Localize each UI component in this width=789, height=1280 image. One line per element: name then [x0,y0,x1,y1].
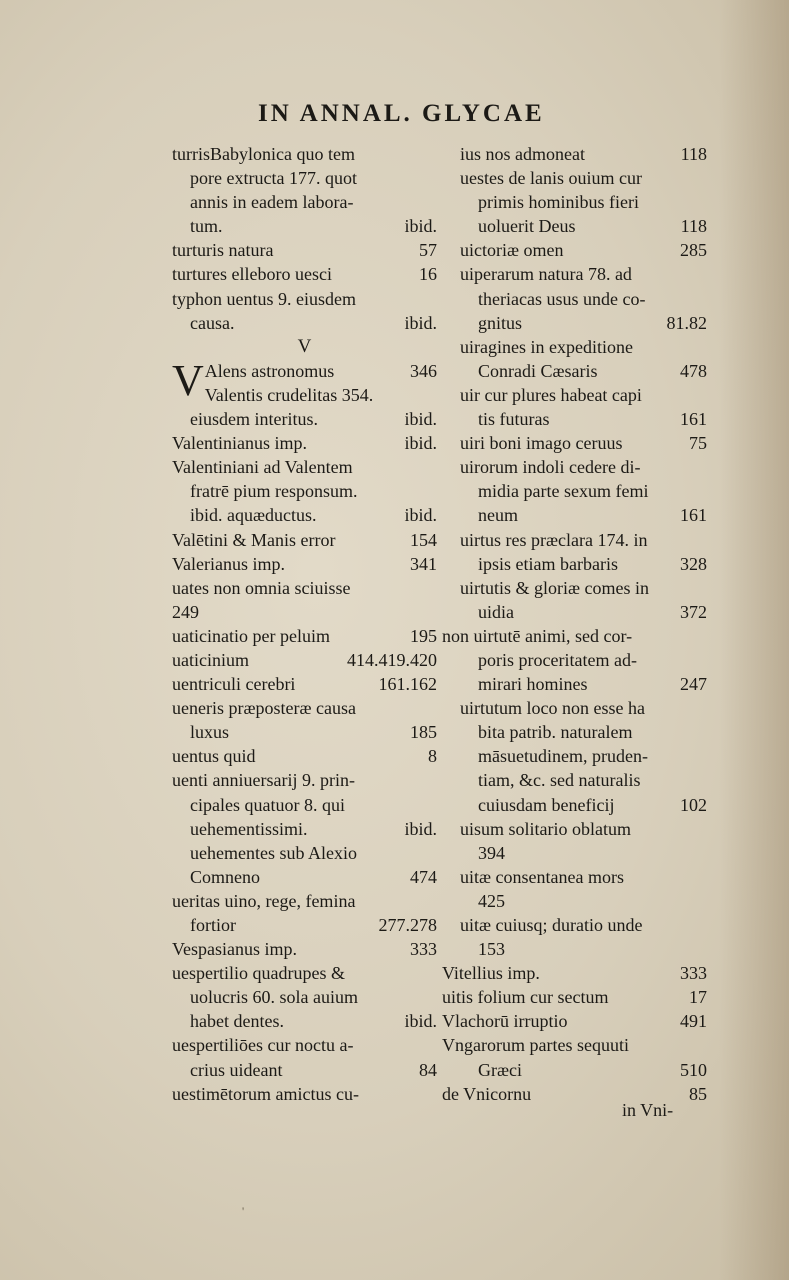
index-entry [172,961,437,985]
index-entry [442,238,707,262]
index-entry [172,552,437,576]
entry-text: theriacas usus unde co- [478,288,646,309]
page-reference: ibid. [404,1011,437,1032]
index-entry [442,503,707,527]
index-entry [172,937,437,961]
entry-text: non uirtutē animi, sed cor- [442,625,633,646]
index-entry [172,744,437,768]
page-reference: 277.278 [378,915,437,935]
entry-text: uoluerit Deus [478,216,576,237]
index-entry [172,190,437,214]
entry-text: tiam, &c. sed naturalis [478,770,641,791]
index-entry [442,479,707,503]
page-reference: 84 [419,1059,437,1080]
index-entry [442,841,707,865]
index-entry [172,913,437,937]
page-reference: 102 [680,794,707,815]
index-entry [172,576,437,600]
page-reference: 85 [689,1083,707,1104]
entry-text: ueneris præposteræ causa [172,698,356,719]
page-reference: 57 [419,240,437,261]
entry-text: crius uideant [190,1059,283,1080]
entry-text: Valentinianus imp. [172,433,307,454]
entry-text: uenti anniuersarij 9. prin- [172,770,355,791]
page-reference: ibid. [404,818,437,839]
entry-text: māsuetudinem, pruden- [478,746,648,767]
index-entry [172,648,437,672]
entry-text: uespertiliōes cur noctu a- [172,1035,354,1056]
entry-text: Vngarorum partes sequuti [442,1035,629,1056]
index-entry [172,479,437,503]
index-entry [442,648,707,672]
index-entry [442,768,707,792]
index-entry [172,817,437,841]
page-reference: ibid. [404,505,437,526]
index-entry [172,287,437,311]
entry-text: uiragines in expeditione [460,336,633,357]
entry-text: uehementes sub Alexio [190,842,357,863]
page-mark: ' [242,1204,245,1218]
page-reference: 161 [680,505,707,526]
index-entry [172,624,437,648]
index-entry [172,503,437,527]
index-entry [442,696,707,720]
index-entry [442,287,707,311]
page-reference: 414.419.420 [347,649,437,670]
index-entry [442,214,707,238]
page-reference: ibid. [404,433,437,454]
index-entry [172,407,437,431]
entry-text: ius nos admoneat [460,144,585,164]
page-reference: 478 [680,360,707,381]
index-entry [172,166,437,190]
index-entry [442,913,707,937]
index-entry [172,889,437,913]
index-entry [172,1058,437,1082]
index-entry [442,624,707,648]
entry-text: turtures elleboro uesci [172,264,332,285]
page-reference: ibid. [404,409,437,430]
entry-text: Alens astronomus [204,360,335,381]
page-reference: 17 [689,987,707,1008]
section-letter [172,335,437,359]
index-entry [442,166,707,190]
entry-text: 394 [478,842,505,863]
entry-text: luxus [190,722,230,743]
entry-text: pore extructa 177. quot [190,168,357,189]
page-reference: 491 [680,1011,707,1032]
page-reference: 333 [410,939,437,960]
left-index-column [172,142,437,1106]
entry-text: ibid. aquæductus. [190,505,317,526]
index-entry [442,1058,707,1082]
entry-text: uehementissimi. [190,818,308,839]
entry-text: turturis natura [172,240,274,261]
entry-text: eiusdem interitus. [190,409,318,430]
entry-text: uespertilio quadrupes & [172,963,345,984]
index-entry [442,817,707,841]
index-entry [172,793,437,817]
page-reference: 16 [419,264,437,285]
index-entry [442,455,707,479]
page-reference: 474 [410,866,437,887]
index-entry [442,383,707,407]
page-reference: 118 [680,216,707,237]
index-entry [442,672,707,696]
page-reference: 154 [410,529,437,550]
entry-text: Valerianus imp. [172,553,285,574]
entry-text: V [297,335,312,357]
index-entry [172,1082,437,1106]
entry-text: fortior [190,915,236,935]
index-entry [442,552,707,576]
index-entry [442,576,707,600]
index-entry [172,1033,437,1057]
entry-text: primis hominibus fieri [478,192,639,213]
page-reference: 8 [428,746,437,767]
entry-text: uirtus res præclara 174. in [460,529,648,550]
entry-text: uolucris 60. sola auium [190,987,358,1008]
entry-text: Vitellius imp. [442,963,540,984]
index-entry [442,793,707,817]
page-reference: 328 [680,553,707,574]
page-reference: ibid. [404,312,437,333]
entry-text: uaticinium [172,649,249,670]
entry-text: habet dentes. [190,1011,284,1032]
index-entry [442,142,707,166]
page-reference: 341 [410,553,437,574]
entry-text: tum. [190,216,223,237]
entry-text: typhon uentus 9. eiusdem [172,288,356,309]
page-reference: 372 [680,601,707,622]
index-entry [442,335,707,359]
entry-text: gnitus [478,312,523,333]
index-entry [172,600,437,624]
entry-text: uentriculi cerebri [172,674,296,695]
index-entry [442,1009,707,1033]
index-entry [442,407,707,431]
entry-text: uitæ consentanea mors [460,866,624,887]
entry-text: uictoriæ omen [460,240,564,261]
entry-text: cuiusdam beneficij [478,794,615,815]
entry-text: uitæ cuiusq; duratio unde [460,915,643,935]
entry-text: neum [478,505,518,526]
entry-text: mirari homines [478,674,588,695]
index-entry [172,383,437,407]
page-reference: 75 [689,433,707,454]
page-reference: 247 [680,674,707,695]
entry-text: Comneno [190,866,260,887]
page-reference: 510 [680,1059,707,1080]
index-entry [172,865,437,889]
entry-text: Valentis crudelitas 354. [204,384,374,405]
entry-text: annis in eadem labora- [190,192,354,213]
entry-text: midia parte sexum femi [478,481,649,502]
page-reference: 161 [680,409,707,430]
entry-text: Vlachorū irruptio [442,1011,568,1032]
index-entry [172,431,437,455]
entry-text: ueritas uino, rege, femina [172,890,356,911]
index-entry [172,142,437,166]
entry-text: uitis folium cur sectum [442,987,609,1008]
index-entry [172,985,437,1009]
page-reference: 285 [680,240,707,261]
entry-text: uates non omnia sciuisse [172,577,351,598]
index-entry [172,238,437,262]
index-entry [172,1009,437,1033]
index-entry [442,359,707,383]
running-header: IN ANNAL. GLYCAE [258,100,545,127]
index-entry [442,431,707,455]
entry-text: causa. [190,312,235,333]
entry-text: uentus quid [172,746,256,767]
entry-text: uestimētorum amictus cu- [172,1083,359,1104]
drop-capital: V [172,355,204,405]
index-entry [442,744,707,768]
entry-text: 425 [478,890,505,911]
index-entry [442,961,707,985]
index-entry [172,455,437,479]
entry-text: uidia [478,601,514,622]
index-entry [442,600,707,624]
index-entry [172,262,437,286]
entry-text: de Vnicornu [442,1083,532,1104]
index-entry [442,1033,707,1057]
index-entry [172,672,437,696]
entry-text: uirorum indoli cedere di- [460,457,641,478]
entry-text: poris proceritatem ad- [478,649,637,670]
index-entry [442,865,707,889]
index-entry [442,889,707,913]
index-entry [442,190,707,214]
page-reference: 195 [410,625,437,646]
index-entry [172,311,437,335]
entry-text: Vespasianus imp. [172,939,297,960]
entry-text: uestes de lanis ouium cur [460,168,642,189]
entry-text: uirtutum loco non esse ha [460,698,645,719]
index-entry [442,937,707,961]
page-reference: 118 [680,144,707,164]
entry-text: uisum solitario oblatum [460,818,631,839]
entry-text: Valentiniani ad Valentem [172,457,353,478]
entry-text: 153 [478,939,505,960]
page-reference: 333 [680,963,707,984]
entry-text: uiperarum natura 78. ad [460,264,632,285]
index-entry [172,696,437,720]
page-reference: ibid. [404,216,437,237]
right-index-column [442,142,707,1106]
entry-text: Valētini & Manis error [172,529,336,550]
entry-text: uir cur plures habeat capi [460,384,642,405]
entry-text: uaticinatio per peluim [172,625,330,646]
entry-text: Conradi Cæsaris [478,360,598,381]
entry-text: Græci [478,1059,522,1080]
entry-text: cipales quatuor 8. qui [190,794,345,815]
index-entry [442,262,707,286]
entry-text: tis futuras [478,409,550,430]
catchword: in Vni- [622,1100,674,1120]
entry-text: bita patrib. naturalem [478,722,633,743]
entry-text: uiri boni imago ceruus [460,433,623,454]
index-entry [442,720,707,744]
page-reference: 161.162 [378,674,437,695]
page-reference: 346 [410,360,437,381]
index-entry [172,214,437,238]
index-entry [172,768,437,792]
index-entry [172,528,437,552]
entry-text: ipsis etiam barbaris [478,553,618,574]
index-entry [442,528,707,552]
entry-text: uirtutis & gloriæ comes in [460,577,649,598]
page-reference: 185 [410,722,437,743]
entry-text: turrisBabylonica quo tem [172,144,355,164]
index-entry [442,311,707,335]
index-entry [442,985,707,1009]
index-entry [172,841,437,865]
index-entry [172,720,437,744]
entry-text: fratrē pium responsum. [190,481,358,502]
page-reference: 81.82 [666,312,707,333]
entry-text: 249 [172,601,199,622]
